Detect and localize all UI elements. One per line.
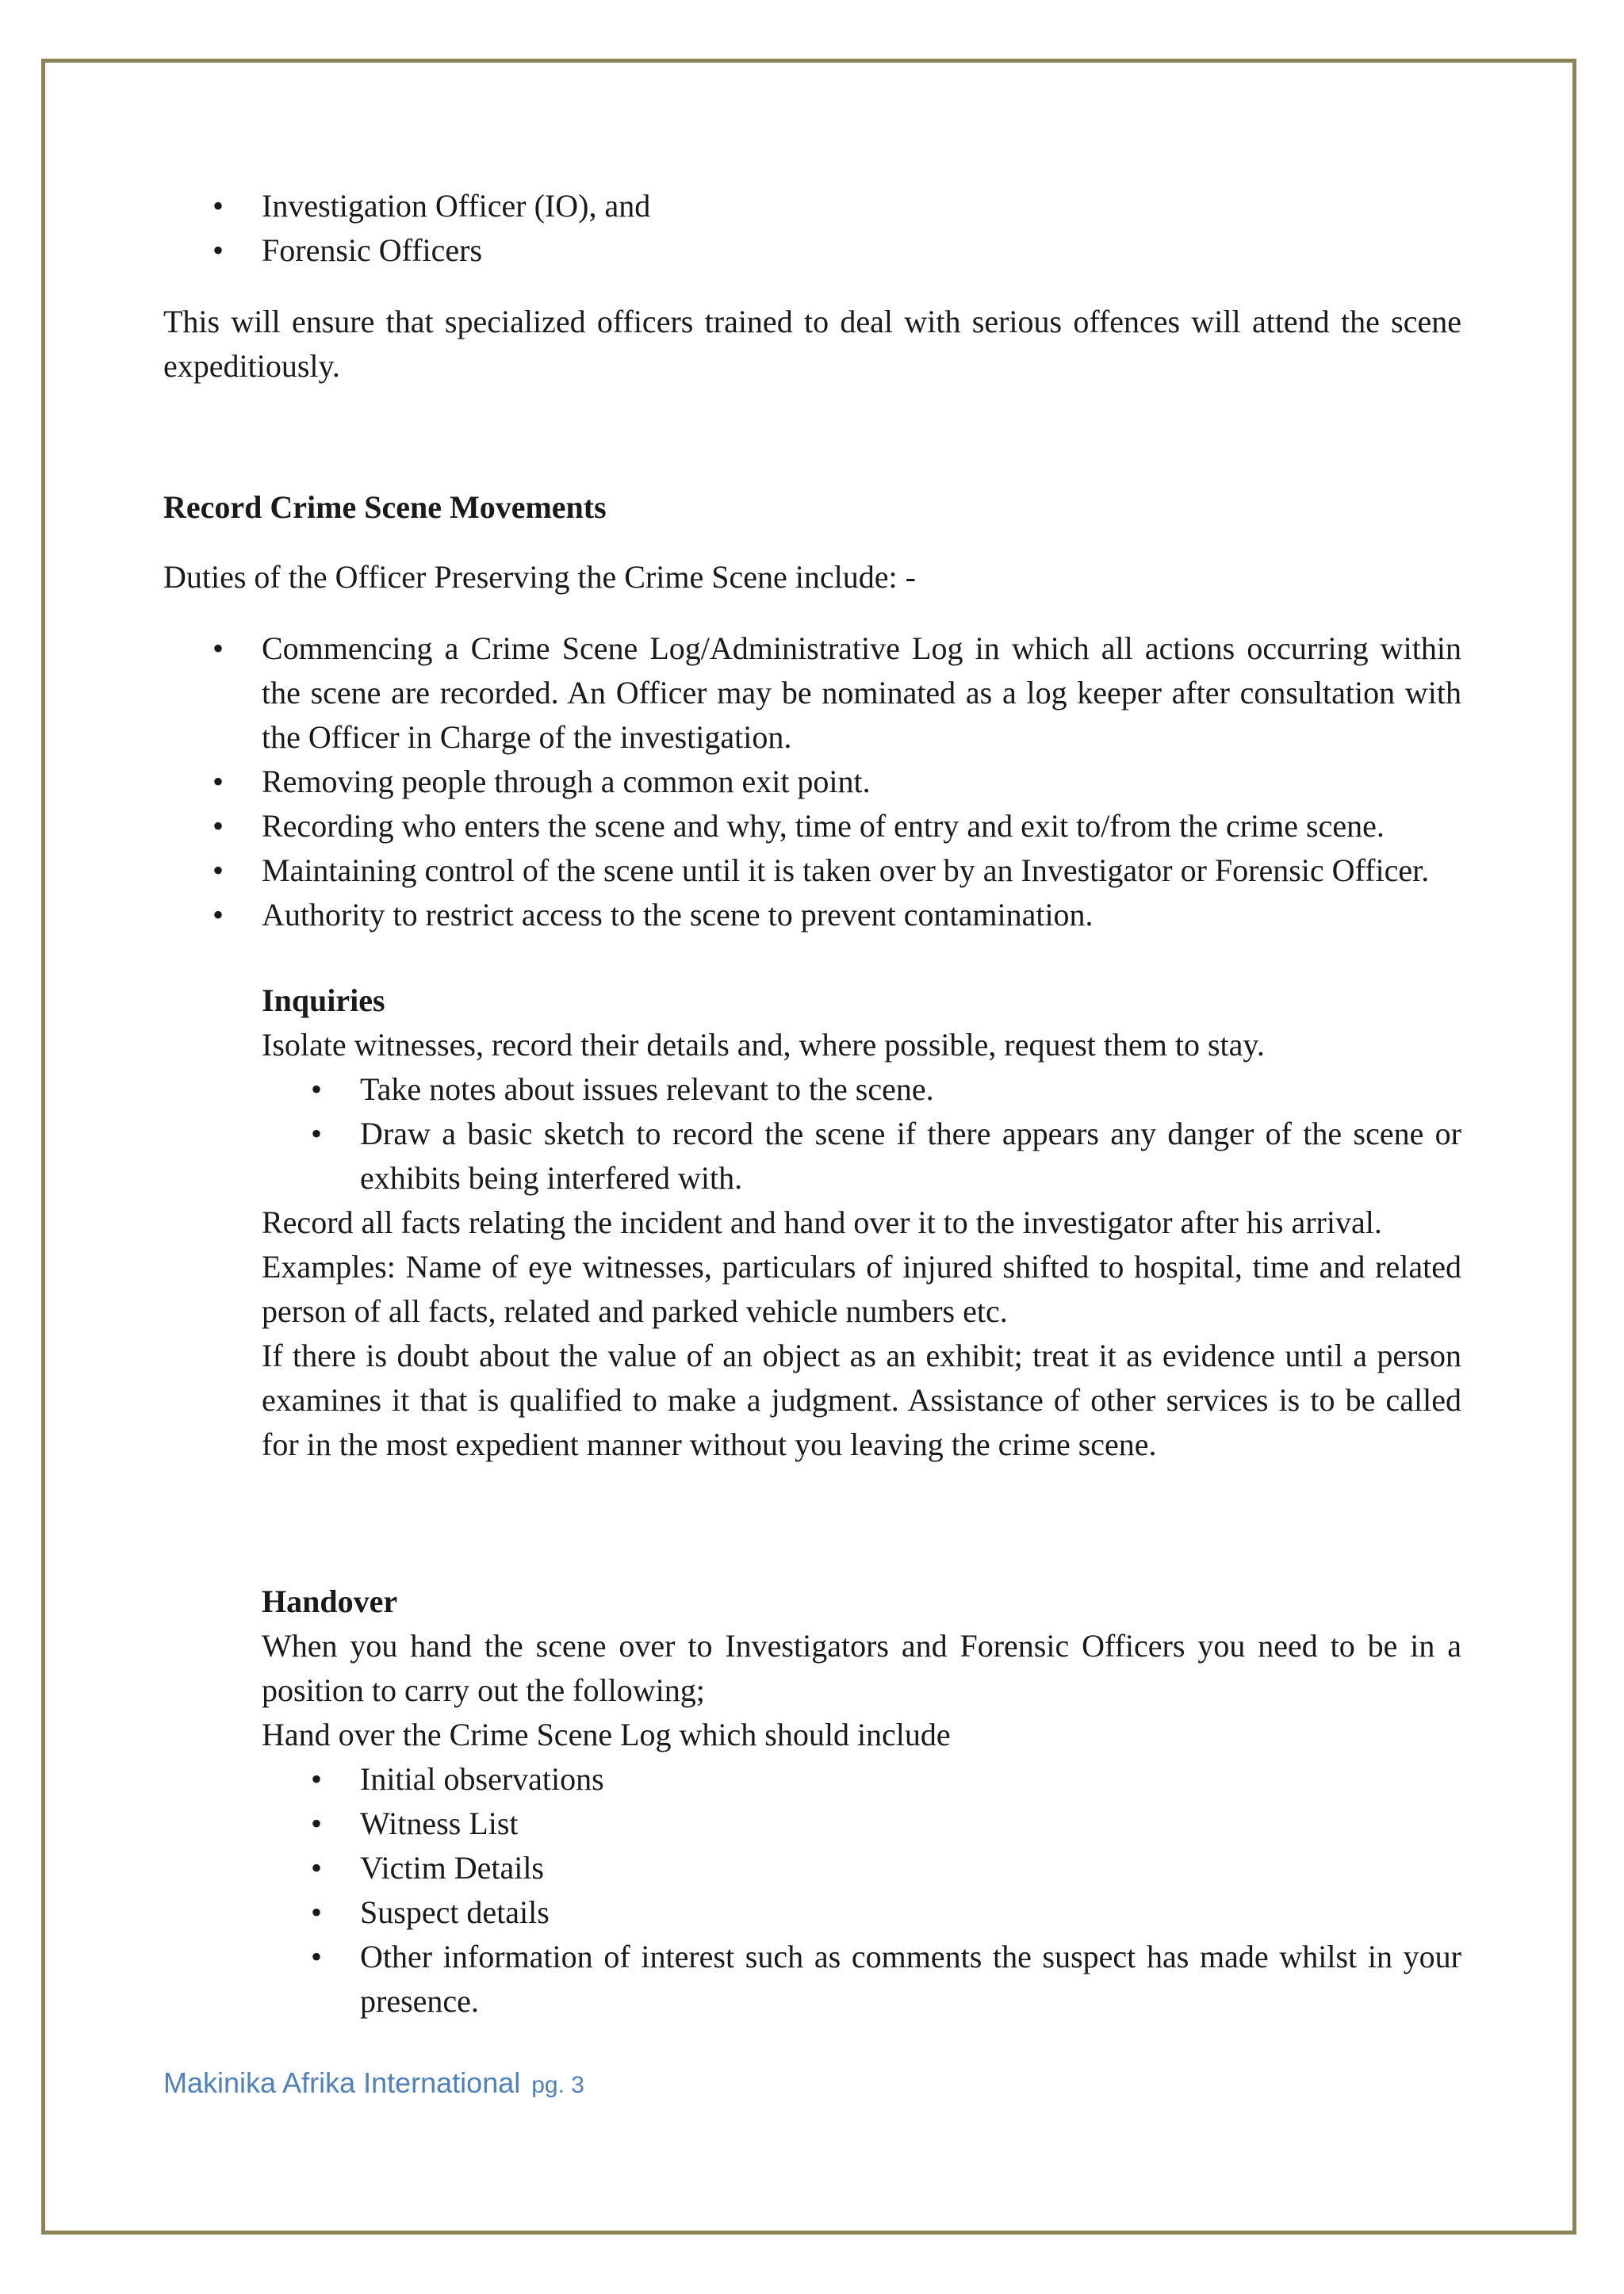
handover-lead: When you hand the scene over to Investigators and Forensic Officers you need to be in a position to carry out the following; [262, 1628, 1461, 1708]
inquiries-section [262, 978, 1461, 1067]
footer-page-number: pg. 3 [531, 2072, 584, 2098]
inquiries-paragraph-2: Examples: Name of eye witnesses, particulars of injured shifted to hospital, time and related person of all facts, related and parked vehicle numbers etc. [262, 1249, 1461, 1329]
list-item: • Witness List [163, 1802, 1461, 1846]
handover-bullet-list [163, 1757, 1461, 2024]
page-footer [163, 2066, 584, 2100]
page-content [163, 184, 1461, 2024]
footer-org-name: Makinika Afrika International [163, 2066, 521, 2099]
list-item: • Authority to restrict access to the scene to prevent contamination. [163, 893, 1461, 937]
record-section-heading: Record Crime Scene Movements [163, 489, 607, 525]
list-item: • Recording who enters the scene and why, time of entry and exit to/from the crime scene. [163, 804, 1461, 848]
intro-bullet-list [163, 184, 1461, 273]
record-section-lead: Duties of the Officer Preserving the Crime Scene include: - [163, 559, 916, 595]
list-item: • Take notes about issues relevant to the scene. [163, 1067, 1461, 1112]
inquiries-paragraph-1: Record all facts relating the incident and hand over it to the investigator after his arrival. [262, 1204, 1382, 1240]
list-item: • Suspect details [163, 1890, 1461, 1935]
inquiries-paragraphs [262, 1201, 1461, 1467]
handover-heading: Handover [262, 1584, 398, 1619]
handover-section [262, 1580, 1461, 1757]
list-item: • Initial observations [163, 1757, 1461, 1802]
list-item: • Removing people through a common exit point. [163, 760, 1461, 804]
duties-bullet-list [163, 626, 1461, 937]
list-item: • Forensic Officers [163, 228, 1461, 273]
list-item: • Other information of interest such as comments the suspect has made whilst in your presence. [163, 1935, 1461, 2024]
list-item: • Investigation Officer (IO), and [163, 184, 1461, 228]
handover-lead-2: Hand over the Crime Scene Log which should include [262, 1717, 951, 1752]
inquiries-lead: Isolate witnesses, record their details and, where possible, request them to stay. [262, 1027, 1265, 1063]
list-item: • Commencing a Crime Scene Log/Administrative Log in which all actions occurring within the scene are recorded. An Officer may be nominated as a log keeper after consultation with the Officer in Charge of the investigation. [163, 626, 1461, 760]
intro-paragraph: This will ensure that specialized officers trained to deal with serious offences will attend the scene expeditiously. [163, 304, 1461, 384]
inquiries-bullet-list [163, 1067, 1461, 1201]
list-item: • Maintaining control of the scene until it is taken over by an Investigator or Forensic Officer. [163, 848, 1461, 893]
inquiries-paragraph-3: If there is doubt about the value of an object as an exhibit; treat it as evidence until a person examines it that is qualified to make a judgment. Assistance of other services is to be called for in the most expedient manner without you leaving the crime scene. [262, 1338, 1461, 1462]
list-item: • Draw a basic sketch to record the scene if there appears any danger of the scene or exhibits being interfered with. [163, 1112, 1461, 1201]
list-item: • Victim Details [163, 1846, 1461, 1890]
inquiries-heading: Inquiries [262, 982, 385, 1018]
